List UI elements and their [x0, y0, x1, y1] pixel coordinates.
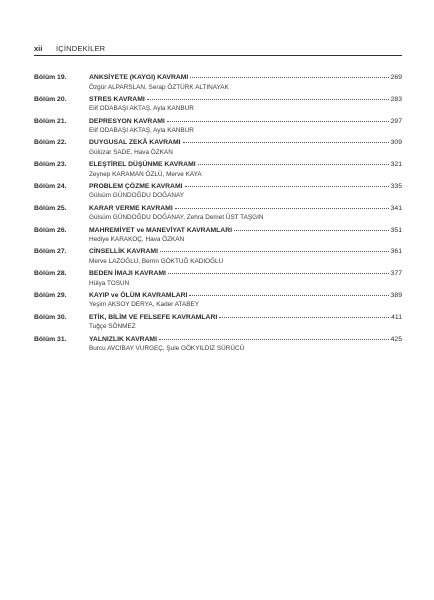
- chapter-title: STRES KAVRAMI: [89, 95, 145, 103]
- dot-leader: [219, 316, 389, 318]
- chapter-title: ETİK, BİLİM VE FELSEFE KAVRAMLARI: [89, 313, 218, 321]
- dot-leader: [183, 141, 389, 143]
- toc-entry[interactable]: [34, 336, 402, 358]
- dot-leader: [147, 98, 389, 100]
- toc-line: [89, 139, 402, 146]
- toc-line: [89, 205, 402, 212]
- chapter-authors: Elif ODABAŞI AKTAŞ, Ayla KANBUR: [89, 127, 194, 135]
- dot-leader: [234, 229, 389, 231]
- dot-leader: [160, 250, 389, 252]
- chapter-page: 335: [390, 182, 402, 190]
- toc-line: [89, 248, 402, 255]
- chapter-authors: Gülsüm GÜNDOĞDU DOĞANAY: [89, 192, 185, 200]
- chapter-title: BEDEN İMAJI KAVRAMI: [89, 270, 166, 278]
- chapter-number: Bölüm 21.: [34, 117, 67, 125]
- toc-entry[interactable]: [34, 139, 402, 161]
- toc-line: [89, 96, 402, 103]
- chapter-title: MAHREMİYET ve MANEVİYAT KAVRAMLARI: [89, 226, 232, 234]
- chapter-title: ANKSİYETE (KAYGI) KAVRAMI: [89, 74, 189, 81]
- toc-entry[interactable]: [34, 227, 402, 249]
- toc-line: [89, 292, 402, 299]
- chapter-authors: Yeşim AKSOY DERYA, Kader ATABEY: [89, 301, 199, 309]
- section-title: İÇİNDEKİLER: [56, 44, 106, 53]
- toc-line: [89, 227, 402, 234]
- dot-leader: [159, 338, 389, 340]
- dot-leader: [175, 207, 389, 209]
- chapter-page: 309: [390, 139, 402, 147]
- chapter-title: KAYIP ve ÖLÜM KAVRAMLARI: [89, 291, 188, 299]
- toc-entry[interactable]: [34, 248, 402, 270]
- chapter-page: 425: [390, 335, 402, 343]
- chapter-number: Bölüm 25.: [34, 204, 67, 212]
- chapter-authors: Elif ODABAŞI AKTAŞ, Ayla KANBUR: [89, 105, 194, 113]
- toc-entry[interactable]: [34, 205, 402, 227]
- toc-entry[interactable]: [34, 292, 402, 314]
- dot-leader: [190, 76, 388, 78]
- chapter-title: KARAR VERME KAVRAMI: [89, 204, 173, 212]
- toc-entry[interactable]: [34, 270, 402, 292]
- chapter-number: Bölüm 29.: [34, 291, 67, 299]
- chapter-page: 321: [390, 161, 402, 169]
- table-of-contents: [34, 74, 402, 357]
- chapter-page: 283: [390, 95, 402, 103]
- chapter-title: DEPRESYON KAVRAMI: [89, 117, 165, 125]
- toc-line: [89, 336, 402, 343]
- dot-leader: [189, 294, 388, 296]
- chapter-title: DUYGUSAL ZEKÂ KAVRAMI: [89, 139, 181, 147]
- chapter-number: Bölüm 30.: [34, 313, 67, 321]
- chapter-authors: Hülya TOSUN: [89, 279, 130, 287]
- chapter-page: 341: [390, 204, 402, 212]
- chapter-page: 377: [390, 270, 402, 278]
- toc-entry[interactable]: [34, 96, 402, 118]
- chapter-number: Bölüm 22.: [34, 139, 67, 147]
- dot-leader: [198, 163, 389, 165]
- chapter-title: PROBLEM ÇÖZME KAVRAMI: [89, 182, 183, 190]
- dot-leader: [185, 185, 389, 187]
- toc-line: [89, 183, 402, 190]
- toc-entry[interactable]: [34, 183, 402, 205]
- toc-line: [89, 270, 402, 277]
- chapter-title: ELEŞTİREL DÜŞÜNME KAVRAMI: [89, 161, 196, 169]
- chapter-number: Bölüm 23.: [34, 161, 67, 169]
- page-number: xii: [34, 44, 43, 53]
- chapter-number: Bölüm 28.: [34, 270, 67, 278]
- toc-entry[interactable]: [34, 161, 402, 183]
- chapter-authors: Tuğçe SÖNMEZ: [89, 323, 136, 331]
- chapter-authors: Zeynep KARAMAN ÖZLÜ, Merve KAYA: [89, 170, 202, 178]
- toc-entry[interactable]: [34, 74, 402, 96]
- chapter-authors: Gülsüm GÜNDOĞDU DOĞANAY, Zehra Demet ÜST TAŞGIN: [89, 214, 264, 222]
- chapter-number: Bölüm 27.: [34, 248, 67, 256]
- chapter-authors: Hediye KARAKOÇ, Hava ÖZKAN: [89, 236, 185, 244]
- chapter-page: 351: [390, 226, 402, 234]
- chapter-title: YALNIZLIK KAVRAMI: [89, 335, 157, 343]
- chapter-number: Bölüm 31.: [34, 335, 67, 343]
- header-rule: [34, 55, 402, 56]
- chapter-page: 361: [390, 248, 402, 256]
- chapter-authors: Burcu AVCIBAY VURGEÇ, Şule GÖKYILDIZ SÜRÜCÜ: [89, 345, 245, 353]
- toc-line: [89, 118, 402, 125]
- chapter-authors: Özgür ALPARSLAN, Serap ÖZTÜRK ALTINAYAK: [89, 83, 229, 91]
- toc-entry[interactable]: [34, 118, 402, 140]
- chapter-page: 269: [390, 74, 402, 81]
- chapter-page: 297: [390, 117, 402, 125]
- chapter-page: 389: [390, 291, 402, 299]
- toc-line: [89, 314, 402, 321]
- chapter-number: Bölüm 19.: [34, 74, 67, 81]
- dot-leader: [167, 120, 389, 122]
- chapter-number: Bölüm 24.: [34, 182, 67, 190]
- chapter-authors: Gülüzar SADE, Hava ÖZKAN: [89, 148, 173, 156]
- chapter-number: Bölüm 26.: [34, 226, 67, 234]
- chapter-authors: Merve LAZOĞLU, Berrin GÖKTUĞ KADIOĞLU: [89, 257, 224, 265]
- chapter-title: CİNSELLİK KAVRAMI: [89, 248, 158, 256]
- toc-line: [89, 74, 402, 81]
- dot-leader: [168, 272, 389, 274]
- toc-entry[interactable]: [34, 314, 402, 336]
- chapter-page: 411: [391, 313, 402, 321]
- page-header: [34, 44, 402, 58]
- toc-line: [89, 161, 402, 168]
- chapter-number: Bölüm 20.: [34, 95, 67, 103]
